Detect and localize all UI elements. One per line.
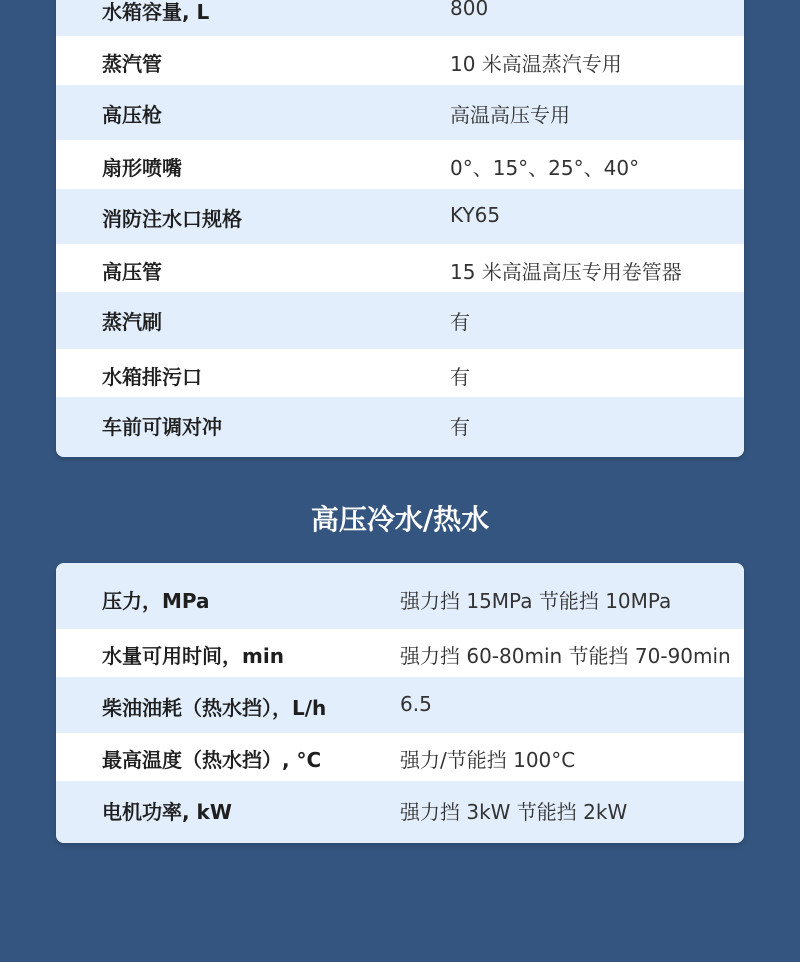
- pressure-spec-card: [56, 563, 744, 843]
- table-row: [56, 36, 744, 85]
- spec-table-card: [56, 0, 744, 457]
- table-row: [56, 140, 744, 189]
- spec-value: 有: [450, 365, 470, 389]
- table-row: [56, 733, 744, 781]
- table-row: [56, 0, 744, 36]
- spec-value: 高温高压专用: [450, 103, 570, 127]
- spec-label: 压力，MPa: [102, 589, 210, 613]
- spec-value: 强力/节能挡 100°C: [400, 748, 576, 772]
- table-row: [56, 781, 744, 843]
- spec-value: 有: [450, 415, 470, 439]
- spec-value: 6.5: [400, 692, 432, 716]
- spec-value: 0°、15°、25°、40°: [450, 156, 640, 180]
- spec-label: 蒸汽刷: [102, 310, 162, 334]
- spec-value: 强力挡 15MPa 节能挡 10MPa: [400, 589, 672, 613]
- spec-label: 柴油油耗（热水挡），L/h: [102, 696, 327, 720]
- spec-label: 水量可用时间，min: [102, 644, 284, 668]
- table-row: [56, 244, 744, 292]
- spec-value: 15 米高温高压专用卷管器: [450, 260, 682, 284]
- table-row: [56, 349, 744, 397]
- spec-label: 扇形喷嘴: [102, 156, 182, 180]
- table-row: [56, 292, 744, 349]
- spec-value: 强力挡 3kW 节能挡 2kW: [400, 800, 628, 824]
- spec-label: 电机功率, kW: [102, 800, 232, 824]
- spec-value: 10 米高温蒸汽专用: [450, 52, 622, 76]
- spec-label: 车前可调对冲: [102, 415, 222, 439]
- spec-label: 消防注水口规格: [102, 207, 242, 231]
- spec-value: 有: [450, 310, 470, 334]
- spec-label: 高压管: [102, 260, 162, 284]
- spec-label: 最高温度（热水挡）, °C: [102, 748, 322, 772]
- table-row: [56, 563, 744, 629]
- table-row: [56, 629, 744, 677]
- spec-label: 蒸汽管: [102, 52, 162, 76]
- spec-value: 800: [450, 0, 489, 20]
- spec-value: KY65: [450, 203, 501, 227]
- spec-label: 高压枪: [102, 103, 162, 127]
- spec-label: 水箱容量, L: [102, 0, 210, 24]
- spec-label: 水箱排污口: [102, 365, 202, 389]
- table-row: [56, 397, 744, 457]
- table-row: [56, 85, 744, 140]
- table-row: [56, 189, 744, 244]
- spec-value: 强力挡 60-80min 节能挡 70-90min: [400, 644, 731, 668]
- section-title: 高压冷水/热水: [310, 503, 490, 536]
- table-row: [56, 677, 744, 733]
